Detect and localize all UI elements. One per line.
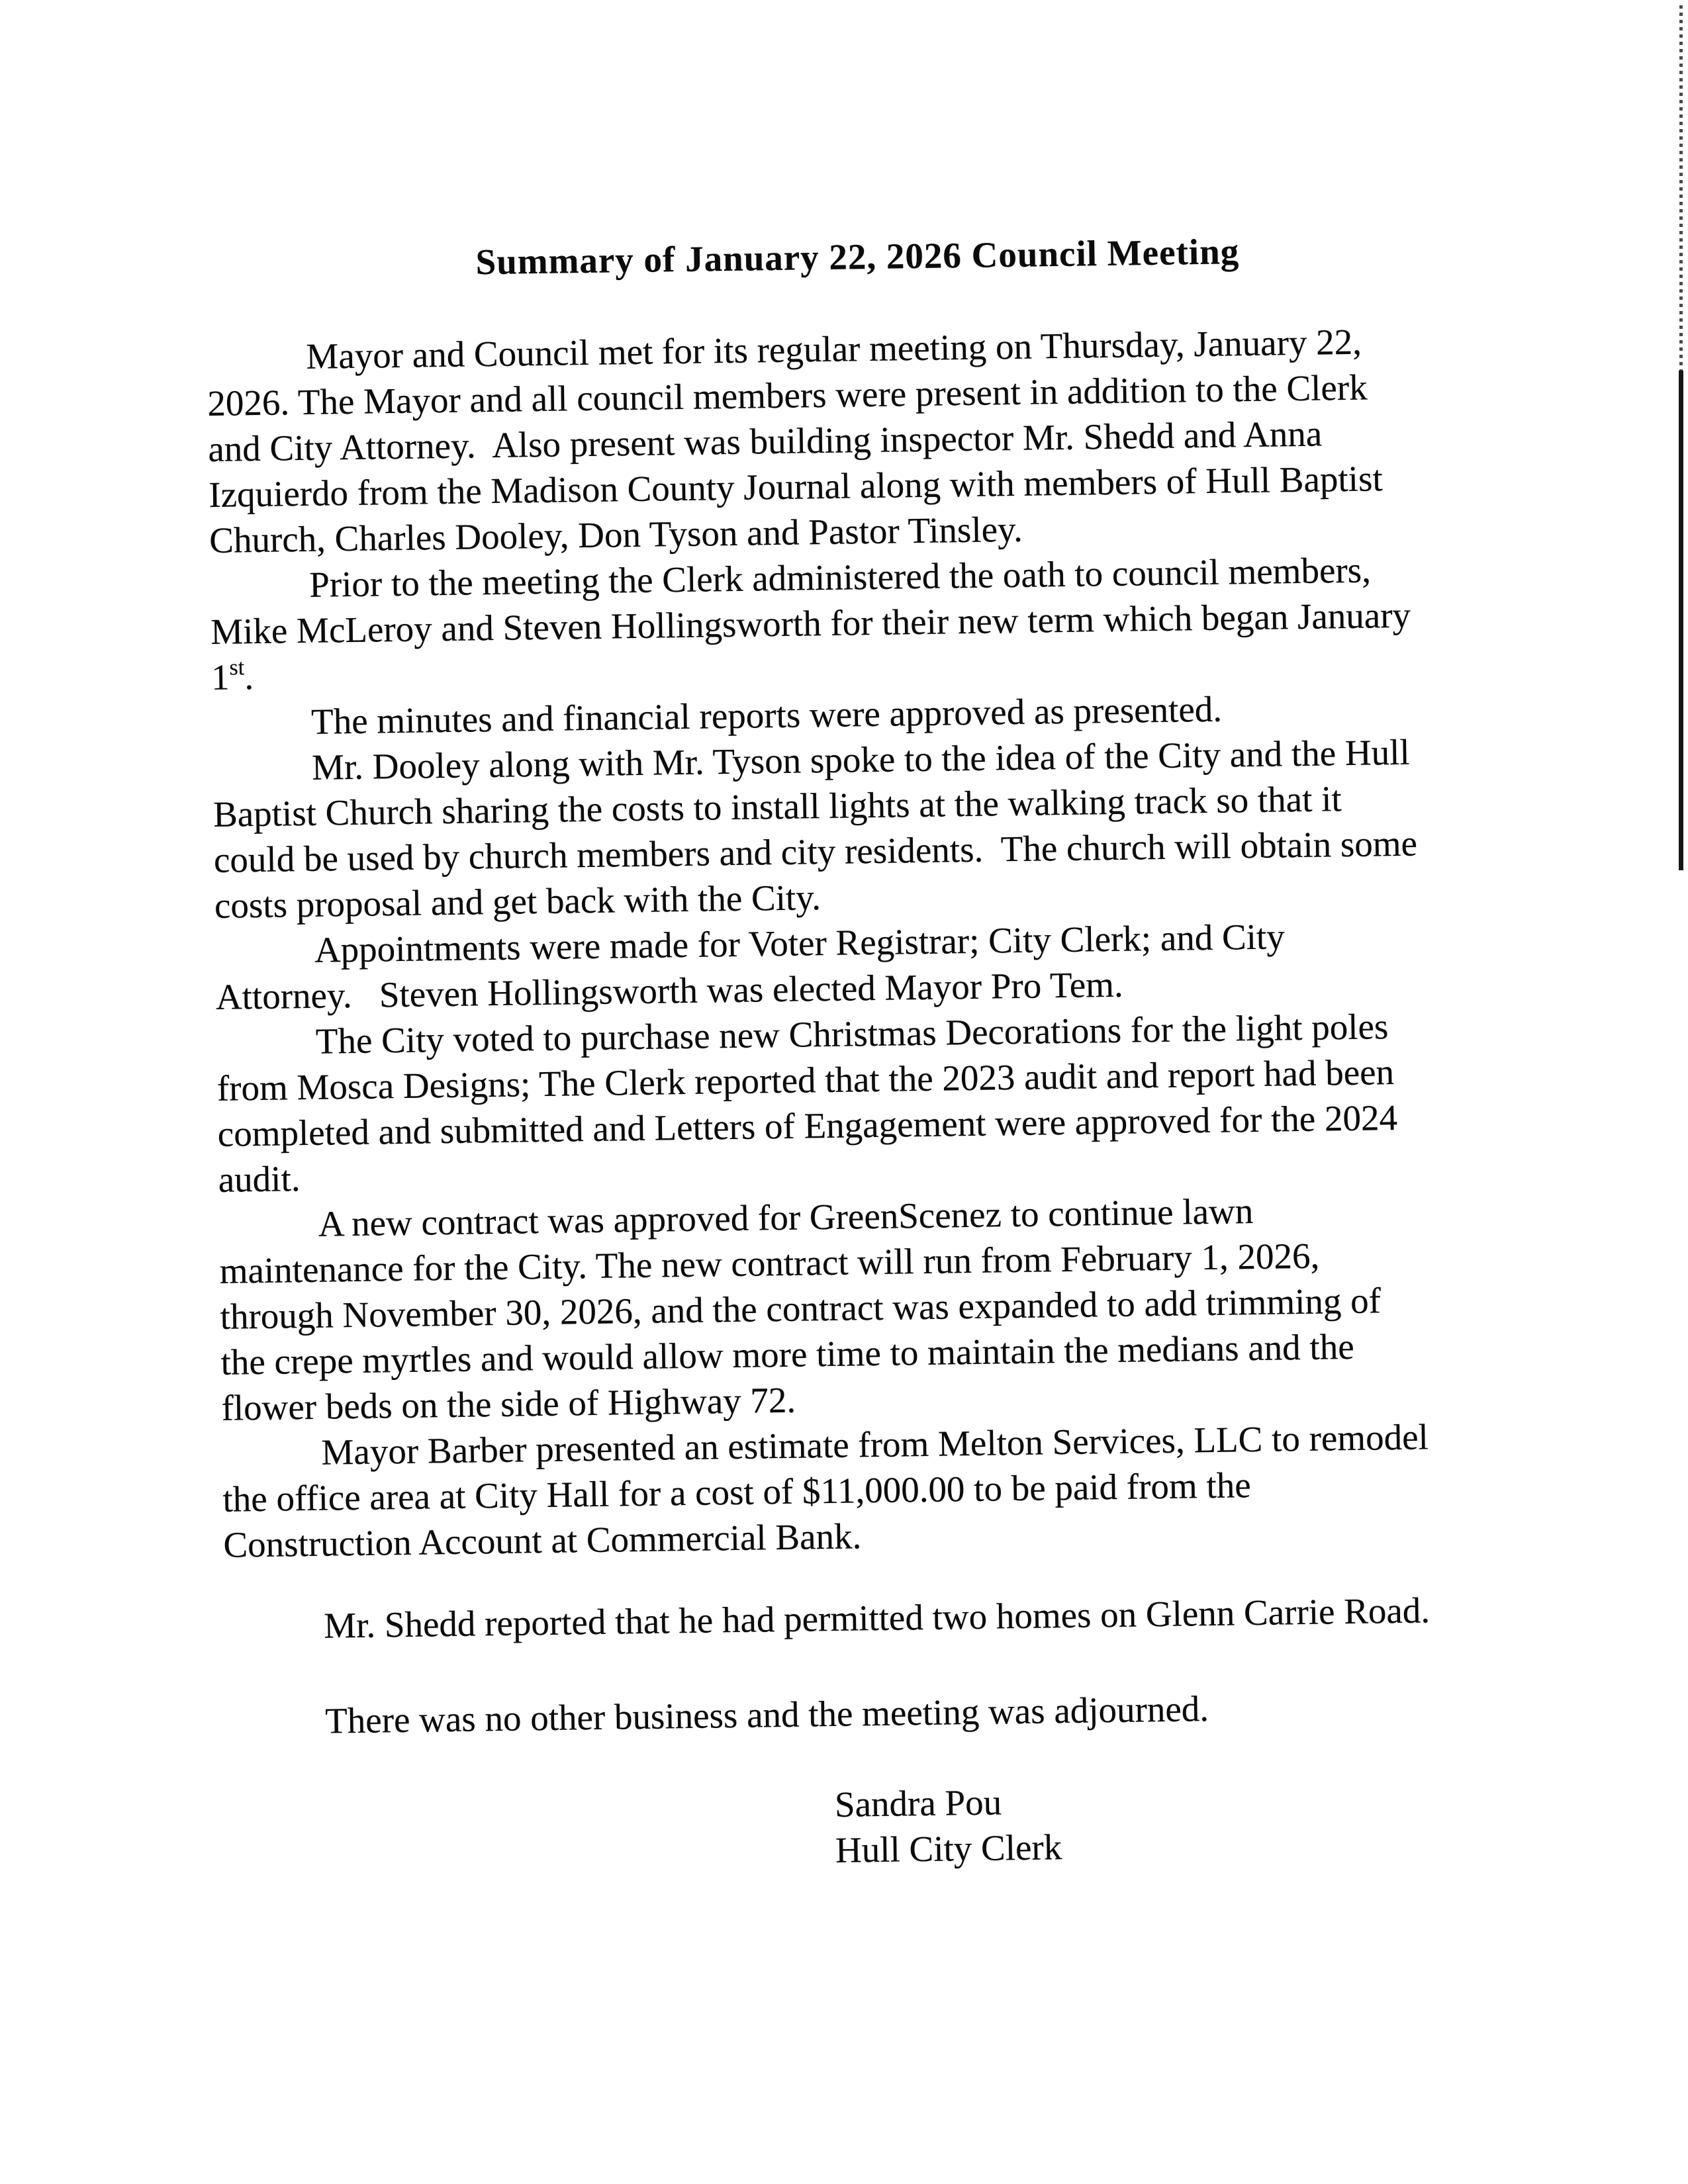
text-line: Mayor Barber presented an estimate from Melton Services, LLC to remodel <box>321 1416 1429 1473</box>
text-line: costs proposal and get back with the City. <box>214 877 821 926</box>
text-line: Mr. Dooley along with Mr. Tyson spoke to the idea of the City and the Hull <box>311 731 1411 788</box>
scan-edge-artifact-solid <box>1679 371 1683 870</box>
paragraph-adjournment <box>226 1680 1570 1745</box>
text-line: the office area at City Hall for a cost of $11,000.00 to be paid from the <box>222 1465 1252 1520</box>
text-line: Church, Charles Dooley, Don Tyson and Pastor Tinsley. <box>209 508 1023 561</box>
ordinal-superscript: st <box>229 655 245 680</box>
paragraph-remodel-estimate <box>222 1412 1568 1567</box>
text-line: through November 30, 2026, and the contract was expanded to add trimming of <box>220 1280 1382 1337</box>
text-line: Prior to the meeting the Clerk administered the oath to council members, <box>308 549 1372 605</box>
text-line: audit. <box>218 1158 301 1200</box>
paragraph-meeting-intro <box>207 316 1554 563</box>
signature-name: Sandra Pou <box>834 1782 1002 1825</box>
text-line: from Mosca Designs; The Clerk reported that the 2023 audit and report had been <box>216 1052 1395 1109</box>
text-line: A new contract was approved for GreenScenez to continue lawn <box>318 1191 1254 1244</box>
paragraph-walking-track <box>212 727 1559 929</box>
text-line: could be used by church members and city residents. The church will obtain some <box>213 823 1418 880</box>
ordinal-base: 1 <box>211 657 230 698</box>
signature-role: Hull City Clerk <box>835 1827 1062 1870</box>
text-line: flower beds on the side of Highway 72. <box>221 1379 796 1428</box>
document-text-column <box>205 224 1571 1882</box>
signature-block <box>835 1771 1572 1873</box>
text-line: Appointments were made for Voter Registrar; City Clerk; and City <box>314 916 1286 970</box>
ordinal-period: . <box>244 657 254 698</box>
text-line: Attorney. Steven Hollingsworth was elected Mayor Pro Tem. <box>215 964 1124 1017</box>
text-line: and City Attorney. Also present was building inspector Mr. Shedd and Anna <box>207 413 1323 469</box>
paragraph-lawn-contract <box>218 1184 1566 1431</box>
text-line: Mayor and Council met for its regular meeting on Thursday, January 22, <box>305 321 1362 377</box>
paragraph-christmas-audit <box>216 1001 1562 1203</box>
text-line: There was no other business and the meeting was adjourned. <box>324 1688 1209 1741</box>
paragraph-oath <box>210 545 1556 700</box>
text-line: The minutes and financial reports were approved as presented. <box>310 688 1223 742</box>
text-line: Construction Account at Commercial Bank. <box>223 1516 862 1565</box>
text-line: The City voted to purchase new Christmas Decorations for the light poles <box>315 1006 1389 1062</box>
text-line: maintenance for the City. The new contract will run from February 1, 2026, <box>219 1235 1320 1291</box>
text-line: Baptist Church sharing the costs to install lights at the walking track so that it <box>212 778 1342 835</box>
paragraph-permits <box>224 1585 1569 1649</box>
text-line: 2026. The Mayor and all council members were present in addition to the Clerk <box>207 367 1368 424</box>
document-title: Summary of January 22, 2026 Council Meeting <box>475 231 1240 283</box>
text-line: completed and submitted and Letters of Engagement were approved for the 2024 <box>217 1097 1398 1154</box>
text-line: Mike McLeroy and Steven Hollingsworth for their new term which began January <box>210 594 1411 652</box>
scan-edge-artifact-dashed <box>1679 5 1683 371</box>
text-line: Izquierdo from the Madison County Journal along with members of Hull Baptist <box>208 458 1383 515</box>
text-line: Mr. Shedd reported that he had permitted two homes on Glenn Carrie Road. <box>323 1590 1430 1646</box>
text-line: the crepe myrtles and would allow more time to maintain the medians and the <box>220 1326 1355 1383</box>
